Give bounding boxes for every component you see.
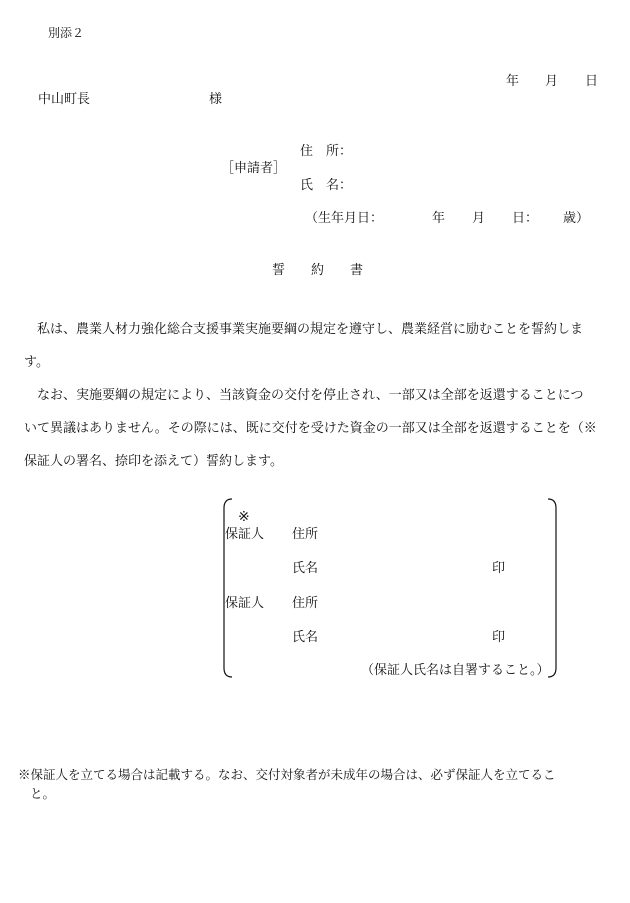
bracket-lines [222, 498, 558, 678]
body-text [24, 313, 606, 478]
guarantor-note: （保証人氏名は自署すること。） [361, 663, 550, 678]
document-title: 誓 約 書 [272, 263, 364, 278]
applicant-address-label: 住 所： [300, 144, 353, 159]
date-year: 年 [506, 74, 520, 89]
body-p2-line1: なお、実施要綱の規定により、当該資金の交付を停止され、一部又は全部を返還することにつ [37, 388, 584, 403]
birth-year: 年 [432, 211, 446, 226]
body-p1-line2: す。 [24, 355, 49, 370]
footnote-line1: ※保証人を立てる場合は記載する。なお、交付対象者が未成年の場合は、必ず保証人を立てるこ [18, 767, 556, 782]
body-p2-line2: いて異議はありません。その際には、既に交付を受けた資金の一部又は全部を返還することを（※ [24, 421, 597, 436]
guarantor-2-seal: 印 [492, 630, 506, 645]
guarantor-2-name-label: 氏名 [292, 630, 319, 645]
addressee-honorific: 様 [209, 92, 223, 107]
guarantor-2-address-label: 住所 [292, 596, 319, 611]
body-p2-line3: 保証人の署名、捺印を添えて）誓約します。 [24, 454, 283, 469]
applicant-label: ［申請者］ [221, 161, 287, 176]
birth-date-open: （生年月日： [305, 211, 384, 226]
guarantor-2-label: 保証人 [225, 596, 265, 611]
footnote-line2: と。 [30, 786, 56, 801]
guarantor-1-name-label: 氏名 [292, 561, 319, 576]
birth-age: 歳） [563, 211, 590, 226]
birth-month: 月 [472, 211, 486, 226]
annex-label: 別添２ [48, 26, 85, 40]
guarantor-1-address-label: 住所 [292, 527, 319, 542]
addressee-name: 中山町長 [38, 92, 91, 107]
guarantor-box [222, 498, 558, 678]
birth-day: 日： [512, 211, 539, 226]
body-p1-line1: 私は、農業人材力強化総合支援事業実施要綱の規定を遵守し、農業経営に励むことを誓約しま [37, 322, 584, 337]
guarantor-1-seal: 印 [492, 561, 506, 576]
applicant-name-label: 氏 名： [300, 178, 353, 193]
date-month: 月 [545, 74, 559, 89]
guarantor-mark: ※ [238, 509, 250, 525]
guarantor-1-label: 保証人 [225, 527, 265, 542]
date-day: 日 [585, 74, 599, 89]
